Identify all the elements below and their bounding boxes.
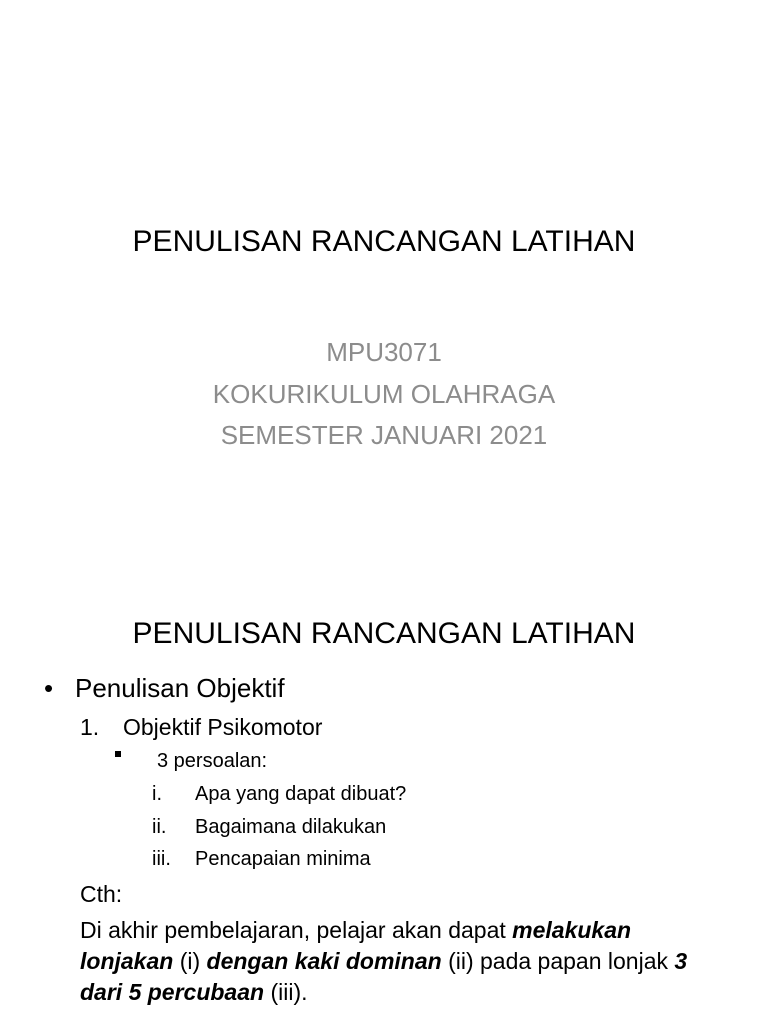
slide2-title: PENULISAN RANCANGAN LATIHAN <box>132 617 636 650</box>
numbered-item-psychomotor <box>80 712 322 742</box>
course-name: KOKURIKULUM OLAHRAGA <box>212 378 556 409</box>
example-emphasis: dengan kaki dominan <box>206 948 442 974</box>
course-code: MPU3071 <box>326 337 442 367</box>
roman-text: Apa yang dapat dibuat? <box>195 783 407 805</box>
roman-marker: ii. <box>152 816 167 838</box>
numbered-text: Objektif Psikomotor <box>123 714 323 740</box>
example-text: (i) <box>173 948 207 974</box>
roman-text: Bagaimana dilakukan <box>195 816 387 838</box>
bullet-text: Penulisan Objektif <box>75 673 285 703</box>
semester-label: SEMESTER JANUARI 2021 <box>220 420 548 450</box>
roman-item-2 <box>152 814 386 840</box>
example-text: (iii). <box>264 979 308 1005</box>
roman-marker: iii. <box>152 848 171 870</box>
roman-item-3 <box>152 846 371 872</box>
example-paragraph <box>80 915 720 1008</box>
example-text: Di akhir pembelajaran, pelajar akan dapat <box>80 917 513 943</box>
subbullet-item-questions <box>115 748 267 774</box>
subbullet-text: 3 persoalan: <box>157 750 268 772</box>
slide1-title: PENULISAN RANCANGAN LATIHAN <box>132 225 636 258</box>
roman-item-1 <box>152 781 406 807</box>
number-marker: 1. <box>80 714 100 740</box>
roman-text: Pencapaian minima <box>195 848 371 870</box>
bullet-item-objective <box>44 671 285 705</box>
example-emphasis: 3 dari 5 percubaan <box>80 948 688 1005</box>
example-text: (ii) pada papan lonjak <box>441 948 675 974</box>
bullet-marker: • <box>44 673 54 703</box>
example-emphasis: melakukan lonjakan <box>80 917 632 974</box>
example-label: Cth: <box>80 881 123 907</box>
square-bullet-icon <box>115 751 121 757</box>
roman-marker: i. <box>152 783 162 805</box>
slide1-subtitle <box>0 332 768 457</box>
